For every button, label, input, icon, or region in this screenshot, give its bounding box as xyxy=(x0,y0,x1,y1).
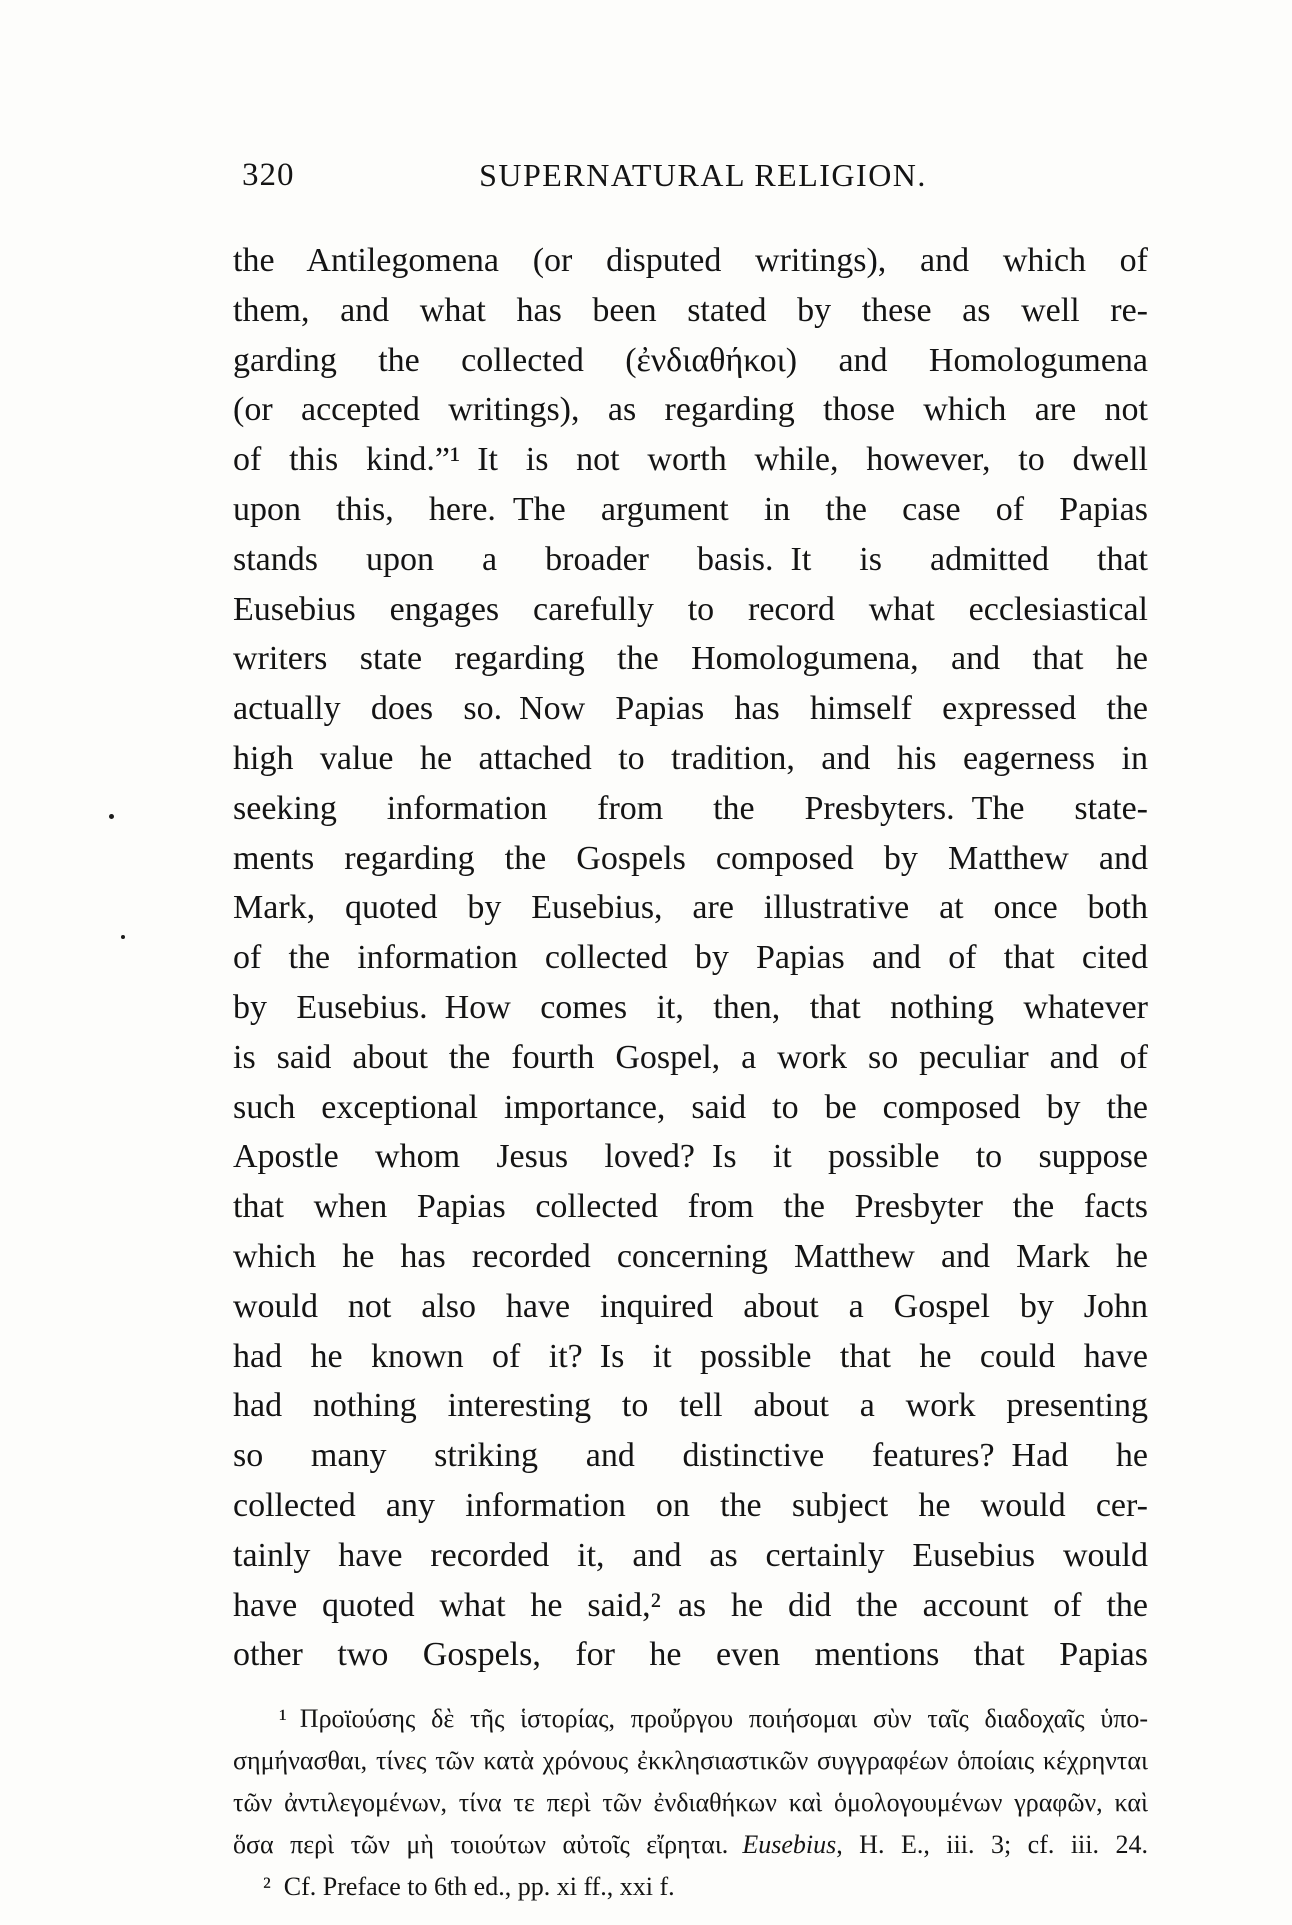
body-line: by Eusebius. How comes it, then, that nothing whatever xyxy=(233,988,1148,1026)
body-line: is said about the fourth Gospel, a work so peculiar and of xyxy=(233,1038,1148,1076)
body-line: that when Papias collected from the Presbyter the facts xyxy=(233,1188,1148,1226)
body-line: ments regarding the Gospels composed by Matthew and xyxy=(233,839,1148,877)
body-line: had he known of it? Is it possible that he could have xyxy=(233,1337,1148,1375)
body-line: have quoted what he said,² as he did the account of the xyxy=(233,1586,1148,1624)
footnote-1-citation-line xyxy=(233,1824,1148,1866)
footnote-1-greek-end: ὅσα περὶ τῶν μὴ τοιούτων αὐτοῖς εἴρηται. xyxy=(233,1830,729,1859)
body-line: them, and what has been stated by these as well re- xyxy=(233,291,1148,329)
body-line: other two Gospels, for he even mentions that Papias xyxy=(233,1636,1148,1674)
body-line: tainly have recorded it, and as certainly Eusebius would xyxy=(233,1536,1148,1574)
footnote-2: ² Cf. Preface to 6th ed., pp. xi ff., xxi f. xyxy=(263,1872,675,1901)
body-line: collected any information on the subject he would cer- xyxy=(233,1486,1148,1524)
body-line: Eusebius engages carefully to record what ecclesiastical xyxy=(233,590,1148,628)
footnote-1-line: τῶν ἀντιλεγομένων, τίνα τε περὶ τῶν ἐνδιαθήκων καὶ ὁμολογουμένων γραφῶν, καὶ xyxy=(233,1788,1148,1817)
running-title: SUPERNATURAL RELIGION. xyxy=(479,157,927,193)
body-line: of this kind.”¹ It is not worth while, however, to dwell xyxy=(233,441,1148,479)
body-line: (or accepted writings), as regarding those which are not xyxy=(233,391,1148,429)
scan-speck xyxy=(121,935,125,939)
scan-speck xyxy=(109,814,114,819)
body-line: actually does so. Now Papias has himself expressed the xyxy=(233,690,1148,728)
body-line: would not also have inquired about a Gospel by John xyxy=(233,1287,1148,1325)
body-line: of the information collected by Papias and of that cited xyxy=(233,939,1148,977)
page-header xyxy=(0,158,1292,198)
page-number: 320 xyxy=(242,157,295,193)
body-line: garding the collected (ἐνδιαθήκοι) and Homologumena xyxy=(233,341,1148,379)
body-line: Mark, quoted by Eusebius, are illustrative at once both xyxy=(233,889,1148,927)
body-line: stands upon a broader basis. It is admitted that xyxy=(233,540,1148,578)
body-line: which he has recorded concerning Matthew and Mark he xyxy=(233,1237,1148,1275)
body-line: writers state regarding the Homologumena, and that he xyxy=(233,640,1148,678)
body-line: the Antilegomena (or disputed writings), and which of xyxy=(233,242,1148,279)
footnote-source-name: Eusebius xyxy=(742,1830,837,1859)
footnote-1-line: ¹ Προϊούσης δὲ τῆς ἱστορίας, προὔργου ποιήσομαι σὺν ταῖς διαδοχαῖς ὑπο- xyxy=(279,1704,1148,1733)
body-line: upon this, here. The argument in the case of Papias xyxy=(233,490,1148,528)
footnote-1-line: σημήνασθαι, τίνες τῶν κατὰ χρόνους ἐκκλησιαστικῶν συγγραφέων ὁποίαις κέχρηνται xyxy=(233,1746,1148,1775)
footnotes xyxy=(233,1698,1148,1908)
body-text xyxy=(233,236,1148,1680)
body-line: had nothing interesting to tell about a work presenting xyxy=(233,1387,1148,1425)
footnote-source-reference: , H. E., iii. 3; cf. iii. 24. xyxy=(836,1830,1148,1859)
body-line: such exceptional importance, said to be composed by the xyxy=(233,1088,1148,1126)
body-line: high value he attached to tradition, and his eagerness in xyxy=(233,739,1148,777)
body-line: so many striking and distinctive features? Had he xyxy=(233,1437,1148,1475)
body-line: Apostle whom Jesus loved? Is it possible to suppose xyxy=(233,1138,1148,1176)
body-line: seeking information from the Presbyters. The state- xyxy=(233,789,1148,827)
